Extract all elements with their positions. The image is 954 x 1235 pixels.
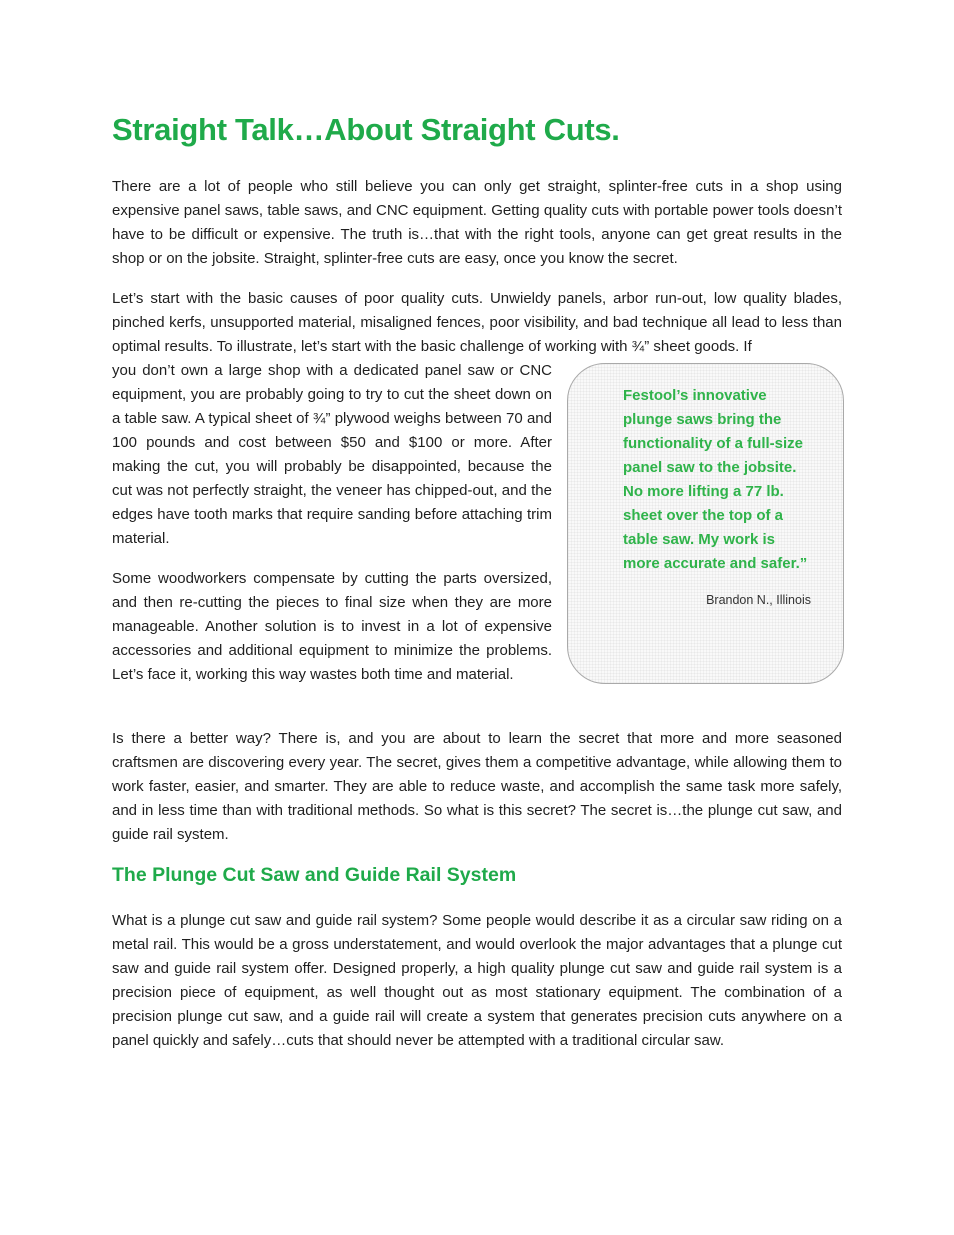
paragraph-causes-continued: you don’t own a large shop with a dedicated panel saw or CNC equipment, you are probably going to try to cut the sheet down on a table saw. A typical sheet of ¾” plywood weighs between 70 and 100 pounds and cost between $50 and $100 or more. After making the cut, you will probably be disappointed, because the cut was not perfectly straight, the veneer has chipped-out, and the edges have tooth marks that require sanding before attaching trim material.	[112, 362, 552, 547]
testimonial-author: Brandon N., Illinois	[706, 593, 811, 607]
testimonial-callout	[567, 363, 844, 684]
paragraph-better-way: Is there a better way? There is, and you are about to learn the secret that more and more seasoned craftsmen are discovering every year. The secret, gives them a competitive advantage, while allowing them to work faster, easier, and smarter. They are able to reduce waste, and accomplish the same task more safely, and in less time than with traditional methods. So what is this secret? The secret is…the plunge cut saw, and guide rail system.	[112, 730, 842, 843]
testimonial-quote: Festool’s innovative plunge saws bring the functionality of a full-size panel saw to the jobsite. No more lifting a 77 lb. sheet over the top of a table saw. My work is more accurate and safer.”	[623, 387, 808, 572]
paragraph-intro: There are a lot of people who still believe you can only get straight, splinter-free cuts in a shop using expensive panel saws, table saws, and CNC equipment. Getting quality cuts with portable power tools doesn’t have to be difficult or expensive. The truth is…that with the right tools, anyone can get great results in the shop or on the jobsite. Straight, splinter-free cuts are easy, once you know the secret.	[112, 178, 842, 267]
page-title: Straight Talk…About Straight Cuts.	[112, 112, 620, 147]
paragraph-system-description: What is a plunge cut saw and guide rail system? Some people would describe it as a circular saw riding on a metal rail. This would be a gross understatement, and would overlook the major advantages that a plunge cut saw and guide rail system offer. Designed properly, a high quality plunge cut saw and guide rail system is a precision piece of equipment, as well thought out as most stationary equipment. The combination of a precision plunge cut saw, and a guide rail will create a system that generates precision cuts anywhere on a panel quickly and safely…cuts that should never be attempted with a traditional circular saw.	[112, 912, 842, 1049]
paragraph-causes: Let’s start with the basic causes of poor quality cuts. Unwieldy panels, arbor run-out, low quality blades, pinched kerfs, unsupported material, misaligned fences, poor visibility, and bad technique all lead to less than optimal results. To illustrate, let’s start with the basic challenge of working with ¾” sheet goods. If	[112, 290, 842, 355]
section-heading: The Plunge Cut Saw and Guide Rail System	[112, 864, 517, 886]
paragraph-compensate: Some woodworkers compensate by cutting the parts oversized, and then re-cutting the pieces to final size when they are more manageable. Another solution is to invest in a lot of expensive accessories and additional equipment to minimize the problems. Let’s face it, working this way wastes both time and material.	[112, 570, 552, 683]
